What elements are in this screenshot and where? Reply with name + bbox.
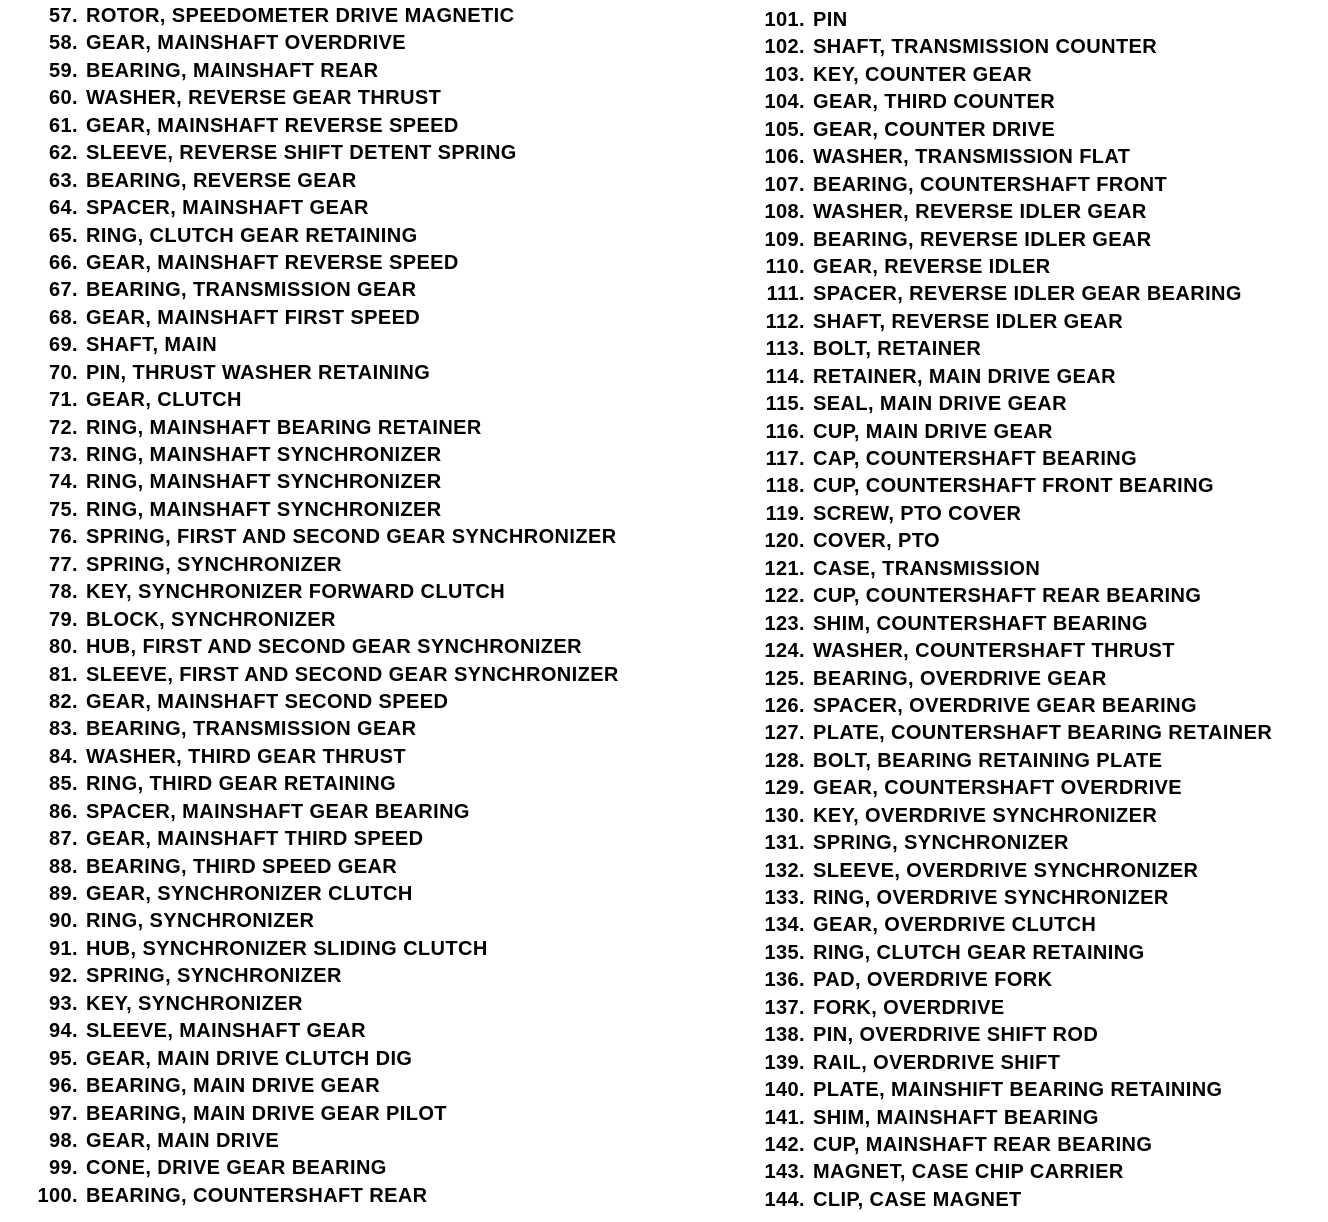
parts-list-item xyxy=(755,199,1272,226)
parts-list-item xyxy=(755,227,1272,254)
part-description: MAGNET, CASE CHIP CARRIER xyxy=(813,1161,1124,1184)
part-description: GEAR, MAINSHAFT SECOND SPEED xyxy=(86,690,449,713)
parts-list-item xyxy=(28,881,619,908)
part-description: BEARING, OVERDRIVE GEAR xyxy=(813,667,1107,690)
part-description: GEAR, MAINSHAFT REVERSE SPEED xyxy=(86,251,459,274)
parts-list-item xyxy=(28,30,619,57)
parts-list-item xyxy=(28,250,619,277)
part-number: 67. xyxy=(48,279,78,302)
part-number: 78. xyxy=(48,581,78,604)
part-number: 102. xyxy=(764,36,805,59)
part-number: 59. xyxy=(48,59,78,82)
part-description: CUP, COUNTERSHAFT REAR BEARING xyxy=(813,585,1202,608)
part-number: 104. xyxy=(764,91,805,114)
part-number: 68. xyxy=(48,306,78,329)
part-number: 141. xyxy=(764,1106,805,1129)
part-description: PAD, OVERDRIVE FORK xyxy=(813,969,1053,992)
part-description: WASHER, COUNTERSHAFT THRUST xyxy=(813,640,1175,663)
part-number: 91. xyxy=(48,937,78,960)
parts-list-item xyxy=(755,364,1272,391)
parts-list-item xyxy=(755,803,1272,830)
part-description: SPRING, SYNCHRONIZER xyxy=(86,965,342,988)
parts-list-item xyxy=(28,387,619,414)
part-description: RING, OVERDRIVE SYNCHRONIZER xyxy=(813,887,1169,909)
part-description: BOLT, BEARING RETAINING PLATE xyxy=(813,749,1163,772)
part-number: 122. xyxy=(764,585,805,608)
part-number: 112. xyxy=(765,310,805,333)
part-description: SPACER, MAINSHAFT GEAR BEARING xyxy=(86,800,470,823)
part-number: 96. xyxy=(48,1075,78,1098)
parts-list-item xyxy=(28,908,619,935)
part-number: 94. xyxy=(48,1020,78,1043)
part-number: 144. xyxy=(764,1188,805,1211)
part-number: 72. xyxy=(48,416,78,439)
parts-list-item xyxy=(28,3,619,30)
parts-list-item xyxy=(755,336,1272,363)
part-description: RING, THIRD GEAR RETAINING xyxy=(86,773,397,796)
parts-list-item xyxy=(755,1022,1272,1049)
part-description: RING, MAINSHAFT SYNCHRONIZER xyxy=(86,498,442,521)
parts-list-item xyxy=(755,419,1272,446)
part-description: GEAR, COUNTER DRIVE xyxy=(813,118,1056,141)
part-number: 118. xyxy=(765,475,805,498)
parts-list-item xyxy=(755,583,1272,610)
parts-list-item xyxy=(755,1132,1272,1159)
part-description: KEY, OVERDRIVE SYNCHRONIZER xyxy=(813,804,1158,827)
part-description: BEARING, REVERSE GEAR xyxy=(86,169,357,192)
parts-list-item xyxy=(28,799,619,826)
part-description: SPRING, SYNCHRONIZER xyxy=(813,832,1069,855)
parts-list-item xyxy=(28,113,619,140)
part-number: 66. xyxy=(48,251,78,274)
part-description: SHAFT, REVERSE IDLER GEAR xyxy=(813,310,1124,333)
part-number: 113. xyxy=(765,338,805,361)
part-number: 63. xyxy=(48,169,78,192)
part-number: 89. xyxy=(48,883,78,905)
parts-list-item xyxy=(755,89,1272,116)
parts-list-item xyxy=(28,936,619,963)
part-description: CASE, TRANSMISSION xyxy=(813,557,1041,580)
part-number: 139. xyxy=(764,1051,805,1074)
part-description: WASHER, TRANSMISSION FLAT xyxy=(813,146,1131,169)
part-description: BEARING, COUNTERSHAFT REAR xyxy=(86,1184,428,1207)
parts-list-item xyxy=(755,775,1272,802)
parts-list-item xyxy=(28,1183,619,1210)
parts-list-item xyxy=(28,963,619,990)
parts-list-item xyxy=(755,748,1272,775)
part-description: GEAR, MAINSHAFT THIRD SPEED xyxy=(86,828,424,851)
parts-list-item xyxy=(755,638,1272,665)
part-number: 136. xyxy=(764,969,805,992)
parts-list-item xyxy=(28,168,619,195)
part-number: 93. xyxy=(48,992,78,1015)
part-number: 143. xyxy=(764,1161,805,1184)
part-description: BEARING, COUNTERSHAFT FRONT xyxy=(813,173,1168,196)
parts-list-item xyxy=(755,117,1272,144)
parts-list-item xyxy=(28,469,619,496)
parts-list-item xyxy=(755,1187,1272,1214)
parts-list-item xyxy=(755,501,1272,528)
parts-list-item xyxy=(28,58,619,85)
part-number: 85. xyxy=(48,773,78,796)
part-number: 76. xyxy=(48,526,78,549)
part-number: 64. xyxy=(48,197,78,220)
part-number: 71. xyxy=(48,389,78,412)
part-number: 137. xyxy=(764,996,805,1019)
parts-list-item xyxy=(755,1105,1272,1132)
part-description: HUB, FIRST AND SECOND GEAR SYNCHRONIZER xyxy=(86,636,582,659)
parts-list-item xyxy=(28,716,619,743)
part-description: GEAR, OVERDRIVE CLUTCH xyxy=(813,914,1097,937)
part-description: RING, SYNCHRONIZER xyxy=(86,910,315,933)
part-description: SLEEVE, MAINSHAFT GEAR xyxy=(86,1020,366,1043)
part-number: 140. xyxy=(764,1079,805,1102)
parts-list-item xyxy=(755,7,1272,34)
part-number: 100. xyxy=(37,1184,78,1207)
part-number: 82. xyxy=(48,690,78,713)
parts-list-item xyxy=(755,940,1272,967)
part-number: 57. xyxy=(48,5,78,27)
part-description: BEARING, MAINSHAFT REAR xyxy=(86,59,379,82)
parts-list-item xyxy=(755,446,1272,473)
part-number: 86. xyxy=(48,800,78,823)
part-description: CAP, COUNTERSHAFT BEARING xyxy=(813,448,1138,470)
parts-list-item xyxy=(755,720,1272,747)
part-description: FORK, OVERDRIVE xyxy=(813,996,1005,1019)
part-description: SPACER, OVERDRIVE GEAR BEARING xyxy=(813,694,1197,717)
parts-list-item xyxy=(755,34,1272,61)
part-number: 111. xyxy=(766,283,805,306)
part-number: 80. xyxy=(48,636,78,659)
part-description: BEARING, MAIN DRIVE GEAR PILOT xyxy=(86,1102,447,1125)
part-description: WASHER, REVERSE IDLER GEAR xyxy=(813,201,1147,224)
parts-list-item xyxy=(28,689,619,716)
part-number: 83. xyxy=(48,718,78,741)
part-description: WASHER, THIRD GEAR THRUST xyxy=(86,745,406,768)
part-description: SPRING, SYNCHRONIZER xyxy=(86,553,342,576)
parts-list-item xyxy=(755,254,1272,281)
part-number: 65. xyxy=(48,224,78,247)
part-number: 99. xyxy=(48,1157,78,1180)
parts-list-item xyxy=(28,524,619,551)
parts-list-item xyxy=(755,666,1272,693)
parts-list-item xyxy=(28,854,619,881)
part-description: GEAR, MAIN DRIVE CLUTCH DIG xyxy=(86,1047,413,1070)
parts-list-item xyxy=(28,332,619,359)
part-number: 110. xyxy=(765,255,805,278)
parts-list-item xyxy=(28,223,619,250)
part-number: 97. xyxy=(48,1102,78,1125)
parts-list-item xyxy=(28,1018,619,1045)
part-number: 70. xyxy=(48,361,78,384)
part-number: 105. xyxy=(764,118,805,141)
part-description: BEARING, TRANSMISSION GEAR xyxy=(86,279,417,302)
part-description: RAIL, OVERDRIVE SHIFT xyxy=(813,1051,1061,1074)
part-description: RING, CLUTCH GEAR RETAINING xyxy=(86,224,418,247)
parts-list-item xyxy=(755,391,1272,418)
part-number: 101. xyxy=(764,9,805,31)
parts-list-item xyxy=(755,858,1272,885)
parts-list-item xyxy=(28,1073,619,1100)
part-description: CUP, COUNTERSHAFT FRONT BEARING xyxy=(813,475,1214,498)
part-description: SLEEVE, REVERSE SHIFT DETENT SPRING xyxy=(86,142,517,165)
part-number: 90. xyxy=(48,910,78,933)
part-number: 130. xyxy=(764,804,805,827)
parts-list-item xyxy=(28,1101,619,1128)
part-description: RING, CLUTCH GEAR RETAINING xyxy=(813,941,1145,964)
parts-list-item xyxy=(28,552,619,579)
part-description: PIN xyxy=(813,9,848,31)
parts-list-item xyxy=(755,309,1272,336)
part-number: 95. xyxy=(48,1047,78,1070)
parts-list-item xyxy=(28,607,619,634)
part-number: 114. xyxy=(765,365,805,388)
part-description: ROTOR, SPEEDOMETER DRIVE MAGNETIC xyxy=(86,5,515,27)
parts-list-item xyxy=(28,744,619,771)
parts-list-item xyxy=(28,195,619,222)
part-number: 138. xyxy=(764,1024,805,1047)
part-number: 84. xyxy=(48,745,78,768)
parts-list-item xyxy=(28,140,619,167)
part-number: 87. xyxy=(48,828,78,851)
part-description: KEY, SYNCHRONIZER xyxy=(86,992,303,1015)
part-description: GEAR, THIRD COUNTER xyxy=(813,91,1056,114)
part-description: RING, MAINSHAFT SYNCHRONIZER xyxy=(86,444,442,466)
parts-list-item xyxy=(755,912,1272,939)
part-description: GEAR, CLUTCH xyxy=(86,389,242,412)
parts-list-left xyxy=(28,3,619,1210)
part-description: SHAFT, MAIN xyxy=(86,334,218,357)
part-number: 92. xyxy=(48,965,78,988)
parts-list-item xyxy=(28,442,619,469)
part-number: 131. xyxy=(764,832,805,855)
part-number: 134. xyxy=(764,914,805,937)
parts-list-item xyxy=(28,1046,619,1073)
parts-list-item xyxy=(28,415,619,442)
part-number: 79. xyxy=(48,608,78,631)
part-description: GEAR, MAINSHAFT FIRST SPEED xyxy=(86,306,421,329)
part-number: 61. xyxy=(48,114,78,137)
part-description: SLEEVE, FIRST AND SECOND GEAR SYNCHRONIZER xyxy=(86,663,619,686)
part-description: SPACER, REVERSE IDLER GEAR BEARING xyxy=(813,283,1242,306)
parts-list-item xyxy=(28,1128,619,1155)
part-number: 103. xyxy=(764,63,805,86)
parts-list-item xyxy=(28,277,619,304)
part-description: PLATE, MAINSHIFT BEARING RETAINING xyxy=(813,1079,1223,1102)
part-number: 108. xyxy=(764,201,805,224)
part-number: 60. xyxy=(48,87,78,110)
parts-list-item xyxy=(755,172,1272,199)
part-number: 73. xyxy=(48,444,78,466)
parts-list-item xyxy=(28,360,619,387)
part-description: COVER, PTO xyxy=(813,530,940,553)
part-description: SHIM, COUNTERSHAFT BEARING xyxy=(813,612,1148,635)
parts-list-right xyxy=(755,7,1272,1214)
parts-list-item xyxy=(28,85,619,112)
parts-list-item xyxy=(28,771,619,798)
part-number: 120. xyxy=(764,530,805,553)
part-description: KEY, COUNTER GEAR xyxy=(813,63,1033,86)
part-number: 62. xyxy=(48,142,78,165)
part-number: 116. xyxy=(765,420,805,443)
parts-list-item xyxy=(755,693,1272,720)
part-number: 77. xyxy=(48,553,78,576)
part-description: SPRING, FIRST AND SECOND GEAR SYNCHRONIZER xyxy=(86,526,617,549)
parts-list-item xyxy=(755,1159,1272,1186)
part-number: 75. xyxy=(48,498,78,521)
part-description: BEARING, MAIN DRIVE GEAR xyxy=(86,1075,381,1098)
part-description: BEARING, TRANSMISSION GEAR xyxy=(86,718,417,741)
part-number: 132. xyxy=(764,859,805,882)
part-number: 129. xyxy=(764,777,805,800)
part-number: 106. xyxy=(764,146,805,169)
part-description: WASHER, REVERSE GEAR THRUST xyxy=(86,87,442,110)
parts-list-item xyxy=(28,579,619,606)
part-number: 126. xyxy=(764,694,805,717)
part-number: 58. xyxy=(48,32,78,55)
part-number: 128. xyxy=(764,749,805,772)
part-description: SEAL, MAIN DRIVE GEAR xyxy=(813,393,1067,416)
part-description: RING, MAINSHAFT BEARING RETAINER xyxy=(86,416,482,439)
parts-list-item xyxy=(755,1077,1272,1104)
part-number: 69. xyxy=(48,334,78,357)
part-description: GEAR, MAIN DRIVE xyxy=(86,1129,280,1152)
parts-list-item xyxy=(755,556,1272,583)
part-description: PLATE, COUNTERSHAFT BEARING RETAINER xyxy=(813,722,1273,745)
part-description: BEARING, THIRD SPEED GEAR xyxy=(86,855,398,878)
part-description: CUP, MAINSHAFT REAR BEARING xyxy=(813,1133,1153,1156)
part-description: CUP, MAIN DRIVE GEAR xyxy=(813,420,1053,443)
parts-list-item xyxy=(755,62,1272,89)
part-description: GEAR, MAINSHAFT OVERDRIVE xyxy=(86,32,407,55)
parts-list-item xyxy=(28,497,619,524)
part-number: 117. xyxy=(765,448,805,470)
part-number: 81. xyxy=(48,663,78,686)
part-description: CONE, DRIVE GEAR BEARING xyxy=(86,1157,387,1180)
part-description: PIN, THRUST WASHER RETAINING xyxy=(86,361,431,384)
part-description: PIN, OVERDRIVE SHIFT ROD xyxy=(813,1024,1099,1047)
part-description: HUB, SYNCHRONIZER SLIDING CLUTCH xyxy=(86,937,488,960)
part-number: 133. xyxy=(764,887,805,909)
part-description: GEAR, MAINSHAFT REVERSE SPEED xyxy=(86,114,459,137)
part-number: 74. xyxy=(48,471,78,494)
part-number: 135. xyxy=(764,941,805,964)
part-description: BOLT, RETAINER xyxy=(813,338,982,361)
parts-list-item xyxy=(755,611,1272,638)
part-description: CLIP, CASE MAGNET xyxy=(813,1188,1022,1211)
parts-list-item xyxy=(755,885,1272,912)
part-number: 127. xyxy=(764,722,805,745)
part-number: 109. xyxy=(764,228,805,251)
parts-list-item xyxy=(28,826,619,853)
part-description: BLOCK, SYNCHRONIZER xyxy=(86,608,336,631)
parts-list-item xyxy=(28,634,619,661)
parts-list-item xyxy=(755,1050,1272,1077)
part-description: SHAFT, TRANSMISSION COUNTER xyxy=(813,36,1158,59)
parts-list-item xyxy=(755,830,1272,857)
part-description: GEAR, COUNTERSHAFT OVERDRIVE xyxy=(813,777,1183,800)
part-description: KEY, SYNCHRONIZER FORWARD CLUTCH xyxy=(86,581,506,604)
parts-list-item xyxy=(755,281,1272,308)
part-number: 123. xyxy=(764,612,805,635)
part-description: RETAINER, MAIN DRIVE GEAR xyxy=(813,365,1116,388)
part-description: BEARING, REVERSE IDLER GEAR xyxy=(813,228,1152,251)
part-description: SLEEVE, OVERDRIVE SYNCHRONIZER xyxy=(813,859,1199,882)
part-description: GEAR, SYNCHRONIZER CLUTCH xyxy=(86,883,413,905)
part-number: 88. xyxy=(48,855,78,878)
part-description: SCREW, PTO COVER xyxy=(813,502,1022,525)
parts-list-item xyxy=(755,144,1272,171)
parts-list-item xyxy=(755,995,1272,1022)
part-number: 125. xyxy=(764,667,805,690)
part-number: 124. xyxy=(764,640,805,663)
part-description: SPACER, MAINSHAFT GEAR xyxy=(86,197,369,220)
part-description: GEAR, REVERSE IDLER xyxy=(813,255,1051,278)
parts-list-item xyxy=(755,528,1272,555)
parts-list-item xyxy=(28,1155,619,1182)
parts-list-item xyxy=(755,967,1272,994)
part-number: 98. xyxy=(48,1129,78,1152)
part-description: SHIM, MAINSHAFT BEARING xyxy=(813,1106,1099,1129)
part-number: 115. xyxy=(765,393,805,416)
part-description: RING, MAINSHAFT SYNCHRONIZER xyxy=(86,471,442,494)
part-number: 119. xyxy=(765,502,805,525)
parts-list-item xyxy=(28,305,619,332)
part-number: 142. xyxy=(764,1133,805,1156)
parts-list-item xyxy=(28,662,619,689)
parts-list-item xyxy=(28,991,619,1018)
parts-list-item xyxy=(755,473,1272,500)
part-number: 107. xyxy=(764,173,805,196)
part-number: 121. xyxy=(764,557,805,580)
